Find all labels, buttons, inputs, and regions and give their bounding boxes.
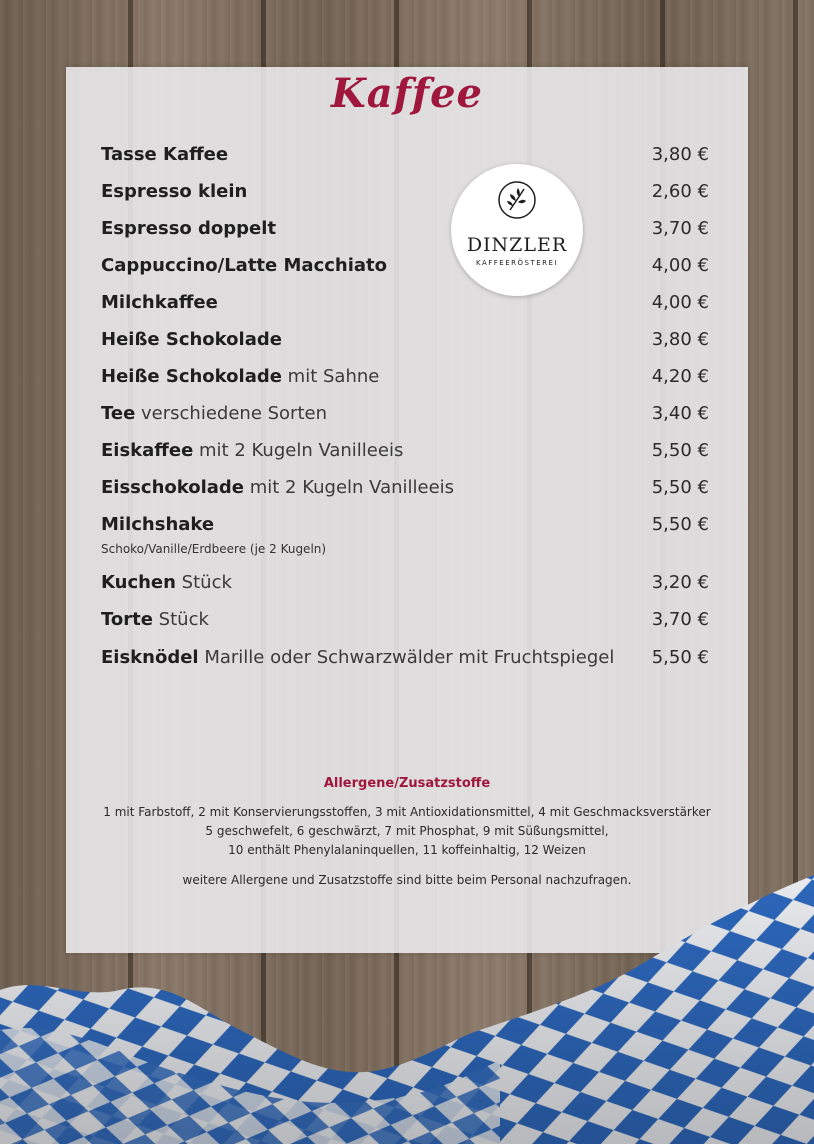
item-description: verschiedene Sorten (135, 403, 328, 424)
item-description: Marille oder Schwarzwälder mit Fruchtspiegel (198, 647, 615, 668)
item-description: mit Sahne (281, 366, 380, 387)
item-price: 2,60 € (651, 181, 709, 202)
item-name: Eisknödel (101, 647, 199, 668)
item-name: Espresso doppelt (101, 218, 277, 239)
allergens-line: 5 geschwefelt, 6 geschwärzt, 7 mit Phosphat, 9 mit Süßungsmittel, (205, 824, 609, 838)
item-subtext: Schoko/Vanille/Erdbeere (je 2 Kugeln) (101, 542, 327, 556)
item-price: 4,00 € (651, 255, 709, 276)
item-name: Torte (101, 609, 153, 630)
item-name: Eisschokolade (101, 477, 245, 498)
item-name: Milchkaffee (101, 292, 218, 313)
item-name: Heiße Schokolade (101, 366, 282, 387)
item-name: Tasse Kaffee (101, 144, 229, 165)
item-description: mit 2 Kugeln Vanilleeis (193, 440, 404, 461)
page-title: Kaffee (331, 70, 483, 117)
logo-brand-name: DINZLER (466, 234, 568, 256)
item-name: Milchshake (101, 514, 215, 535)
item-name: Heiße Schokolade (101, 329, 282, 350)
item-name: Tee (101, 403, 136, 424)
item-description: Stück (175, 572, 232, 593)
item-price: 4,20 € (651, 366, 709, 387)
item-price: 3,20 € (651, 572, 709, 593)
allergens-heading: Allergene/Zusatzstoffe (323, 776, 491, 791)
item-name: Eiskaffee (101, 440, 194, 461)
allergens-line: 1 mit Farbstoff, 2 mit Konservierungsstoffen, 3 mit Antioxidationsmittel, 4 mit Geschmacksverstärker (103, 805, 711, 819)
item-price: 3,70 € (651, 609, 709, 630)
item-price: 3,80 € (651, 144, 709, 165)
item-price: 5,50 € (651, 647, 709, 668)
item-price: 5,50 € (651, 440, 709, 461)
item-price: 5,50 € (651, 477, 709, 498)
item-price: 5,50 € (651, 514, 709, 535)
item-price: 3,80 € (651, 329, 709, 350)
item-name: Espresso klein (101, 181, 248, 202)
item-name: Cappuccino/Latte Macchiato (101, 255, 388, 276)
item-price: 3,40 € (651, 403, 709, 424)
item-price: 3,70 € (651, 218, 709, 239)
item-price: 4,00 € (651, 292, 709, 313)
allergens-note: weitere Allergene und Zusatzstoffe sind bitte beim Personal nachzufragen. (182, 873, 632, 887)
item-description: Stück (152, 609, 209, 630)
allergens-line: 10 enthält Phenylalaninquellen, 11 koffeinhaltig, 12 Weizen (228, 843, 586, 857)
logo-tagline: KAFFEERÖSTEREI (475, 259, 559, 267)
item-name: Kuchen (101, 572, 176, 593)
item-description: mit 2 Kugeln Vanilleeis (244, 477, 455, 498)
